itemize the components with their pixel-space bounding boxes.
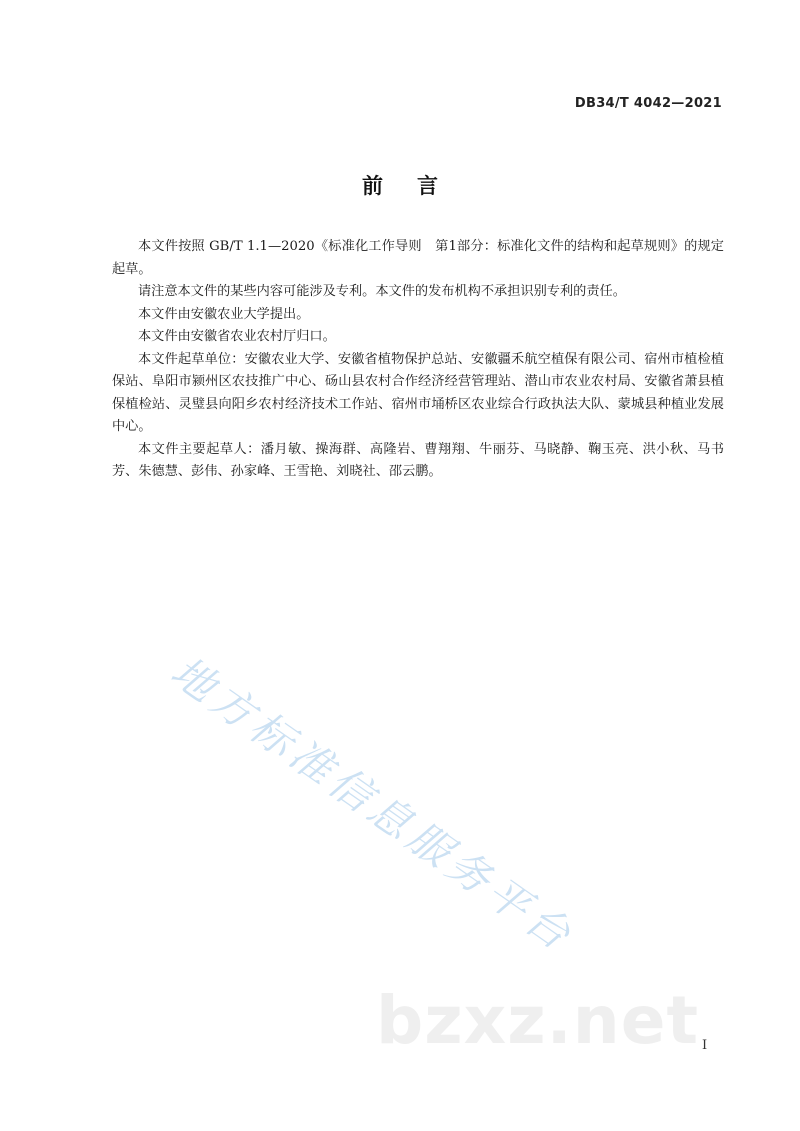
watermark-text: 地方标准信息服务平台 <box>162 646 584 963</box>
paragraph-drafting-rules: 本文件按照 GB/T 1.1—2020《标准化工作导则 第1部分：标准化文件的结构和起草规则》的规定起草。 <box>112 239 724 277</box>
page-number: I <box>702 1038 708 1053</box>
document-code: DB34/T 4042—2021 <box>574 96 722 111</box>
paragraph-proposer: 本文件由安徽农业大学提出。 <box>138 306 310 322</box>
document-body <box>112 236 724 484</box>
paragraph-drafting-units: 本文件起草单位：安徽农业大学、安徽省植物保护总站、安徽疆禾航空植保有限公司、宿州市植检植保站、阜阳市颍州区农技推广中心、砀山县农村合作经济经营管理站、潜山市农业农村局、安徽省萧县植保植检站、灵璧县向阳乡农村经济技术工作站、宿州市埇桥区农业综合行政执法大队、蒙城县种植业发展中心。 <box>112 351 724 434</box>
paragraph-drafters: 本文件主要起草人：潘月敏、操海群、高隆岩、曹翔翔、牛丽芬、马晓静、鞠玉亮、洪小秋、马书芳、朱德慧、彭伟、孙家峰、王雪艳、刘晓社、邵云鹏。 <box>112 441 724 479</box>
page-title: 前言 <box>362 174 472 198</box>
paragraph-patent-notice: 请注意本文件的某些内容可能涉及专利。本文件的发布机构不承担识别专利的责任。 <box>138 284 626 299</box>
paragraph-administrator: 本文件由安徽省农业农村厅归口。 <box>138 329 336 344</box>
brand-watermark: bzxz.net <box>376 982 700 1059</box>
